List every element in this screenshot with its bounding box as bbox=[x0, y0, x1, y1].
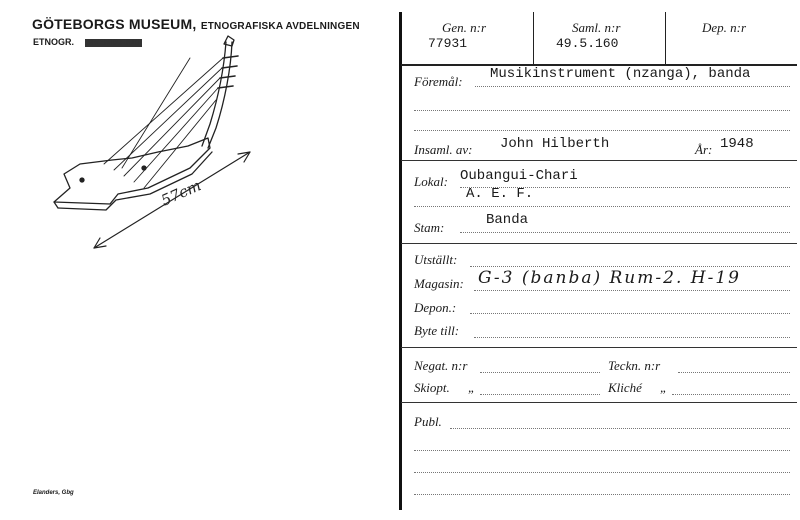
insaml-label: Insaml. av: bbox=[414, 142, 473, 157]
fill-line bbox=[480, 394, 600, 395]
stam-label: Stam: bbox=[414, 220, 445, 235]
saml-value: 49.5.160 bbox=[556, 36, 619, 51]
section-rule bbox=[401, 160, 797, 161]
fill-line bbox=[414, 110, 790, 111]
instrument-sketch bbox=[40, 28, 260, 258]
fill-line bbox=[460, 187, 790, 188]
department-name: ETNOGRAFISKA AVDELNINGEN bbox=[200, 21, 360, 32]
etnogr-label: ETNOGR. bbox=[33, 37, 75, 47]
lokal-value-2: A. E. F. bbox=[466, 186, 534, 202]
publ-label: Publ. bbox=[414, 414, 442, 429]
fill-line bbox=[414, 206, 790, 207]
skiopt-value: „ bbox=[468, 380, 476, 395]
lokal-value-1: Oubangui-Chari bbox=[460, 168, 578, 184]
fill-line bbox=[450, 428, 790, 429]
byte-label: Byte till: bbox=[414, 323, 460, 338]
fill-line bbox=[475, 86, 790, 87]
fill-line bbox=[474, 290, 790, 291]
fill-line bbox=[474, 337, 790, 338]
magasin-label: Magasin: bbox=[414, 276, 464, 291]
saml-label: Saml. n:r bbox=[572, 20, 621, 35]
struck-word: INVENTARIUM bbox=[85, 38, 141, 47]
card-vertical-rule bbox=[399, 12, 402, 510]
dep-label: Dep. n:r bbox=[702, 20, 747, 35]
fill-line bbox=[672, 394, 790, 395]
fill-line bbox=[414, 494, 790, 495]
stam-value: Banda bbox=[486, 212, 529, 228]
depon-label: Depon.: bbox=[414, 300, 457, 315]
ar-label: År: bbox=[695, 142, 713, 157]
fill-line bbox=[470, 313, 790, 314]
negat-label: Negat. n:r bbox=[414, 358, 468, 373]
utstallt-label: Utställt: bbox=[414, 252, 458, 267]
fill-line bbox=[414, 472, 790, 473]
fill-line bbox=[414, 130, 790, 131]
header-divider bbox=[665, 12, 666, 64]
fill-line bbox=[460, 232, 790, 233]
section-rule bbox=[401, 347, 797, 348]
foremal-value: Musikinstrument (nzanga), banda bbox=[490, 66, 751, 82]
fill-line bbox=[480, 372, 600, 373]
kliche-label: Kliché bbox=[608, 380, 642, 395]
lokal-label: Lokal: bbox=[414, 174, 448, 189]
gen-label: Gen. n:r bbox=[442, 20, 487, 35]
fill-line bbox=[470, 266, 790, 267]
fill-line bbox=[678, 372, 790, 373]
museum-name: GÖTEBORGS MUSEUM, bbox=[32, 16, 197, 32]
section-rule bbox=[401, 402, 797, 403]
insaml-value: John Hilberth bbox=[500, 136, 610, 152]
header-divider bbox=[533, 12, 534, 64]
foremal-label: Föremål: bbox=[414, 74, 463, 89]
fill-line bbox=[414, 450, 790, 451]
ar-value: 1948 bbox=[720, 136, 754, 152]
printer-mark: Elanders, Gbg bbox=[33, 490, 74, 496]
magasin-value: G-3 (banba) Rum-2. H-19 bbox=[478, 268, 741, 288]
teckn-label: Teckn. n:r bbox=[608, 358, 661, 373]
sketch-length-label: 57cm bbox=[158, 176, 204, 210]
skiopt-label: Skiopt. bbox=[414, 380, 450, 395]
kliche-value: „ bbox=[660, 380, 668, 395]
section-rule bbox=[401, 243, 797, 244]
gen-value: 77931 bbox=[428, 36, 468, 51]
